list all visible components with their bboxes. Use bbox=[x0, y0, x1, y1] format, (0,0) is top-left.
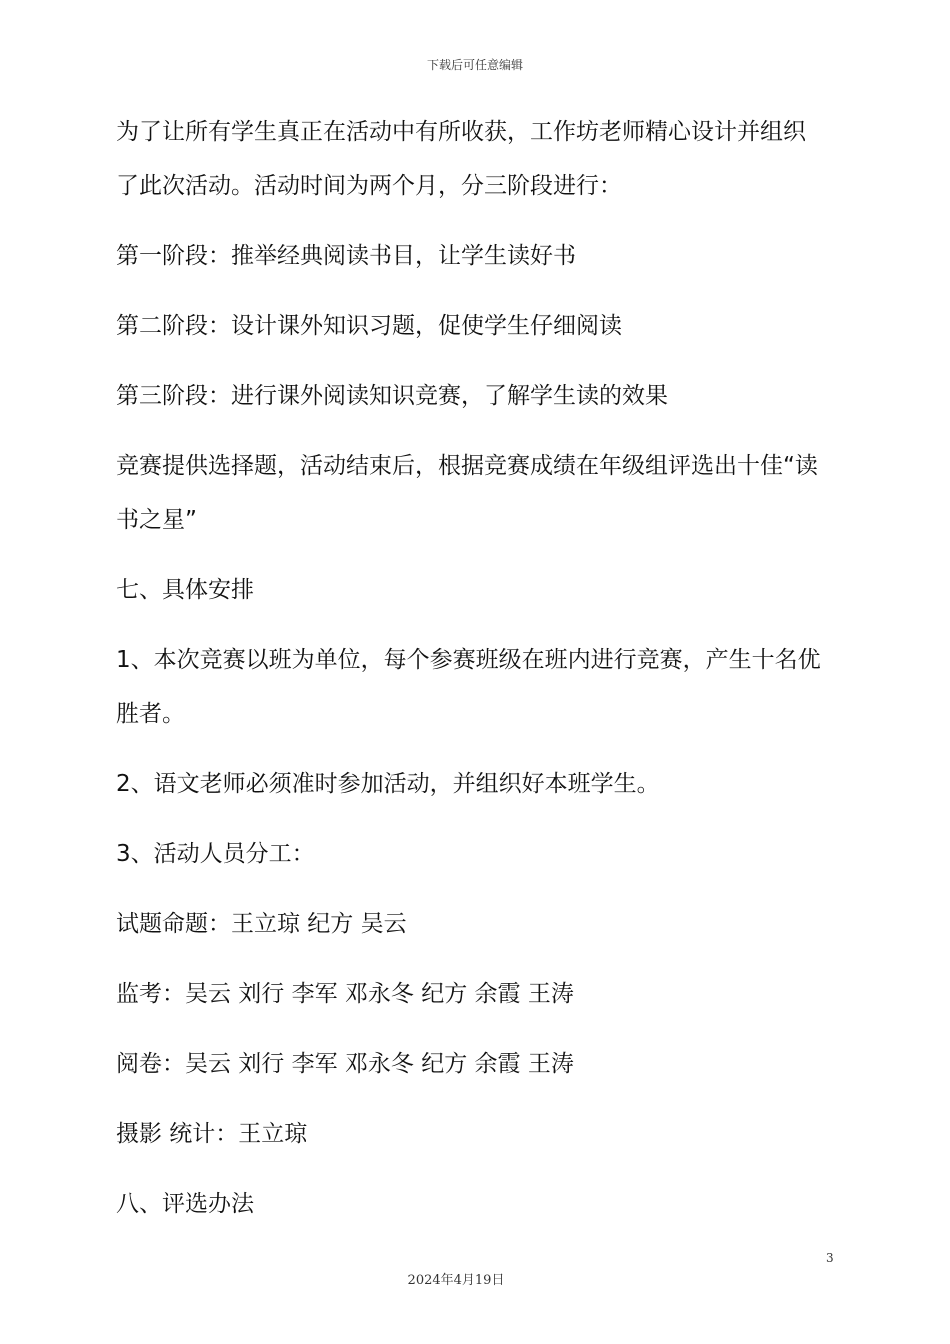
paragraph-line: 试题命题：王立琼 纪方 吴云 bbox=[116, 911, 407, 937]
page-header: 下载后可任意编辑 bbox=[426, 58, 523, 72]
page-number: 3 bbox=[826, 1251, 834, 1265]
section-heading: 七、具体安排 bbox=[116, 577, 254, 603]
paragraph-line: 摄影 统计：王立琼 bbox=[116, 1121, 308, 1147]
paragraph-line: 第二阶段：设计课外知识习题，促使学生仔细阅读 bbox=[116, 313, 622, 339]
paragraph-line: 竞赛提供选择题，活动结束后，根据竞赛成绩在年级组评选出十佳“读 bbox=[116, 453, 818, 479]
paragraph-line: 第三阶段：进行课外阅读知识竞赛，了解学生读的效果 bbox=[116, 383, 668, 409]
footer-date: 2024年4月19日 bbox=[407, 1273, 505, 1288]
paragraph-line: 1、本次竞赛以班为单位，每个参赛班级在班内进行竞赛，产生十名优 bbox=[116, 647, 821, 673]
paragraph-line: 监考：吴云 刘行 李军 邓永冬 纪方 余霞 王涛 bbox=[116, 981, 574, 1007]
paragraph-line: 第一阶段：推举经典阅读书目，让学生读好书 bbox=[116, 243, 576, 269]
paragraph-line: 了此次活动。活动时间为两个月，分三阶段进行： bbox=[116, 173, 622, 199]
paragraph-line: 书之星” bbox=[116, 507, 197, 533]
section-heading: 八、评选办法 bbox=[116, 1191, 254, 1217]
paragraph-line: 胜者。 bbox=[116, 701, 185, 727]
paragraph-line: 2、语文老师必须准时参加活动，并组织好本班学生。 bbox=[116, 771, 660, 797]
paragraph-line: 3、活动人员分工： bbox=[116, 841, 315, 867]
paragraph-line: 阅卷：吴云 刘行 李军 邓永冬 纪方 余霞 王涛 bbox=[116, 1051, 574, 1077]
paragraph-line: 为了让所有学生真正在活动中有所收获，工作坊老师精心设计并组织 bbox=[116, 119, 806, 145]
